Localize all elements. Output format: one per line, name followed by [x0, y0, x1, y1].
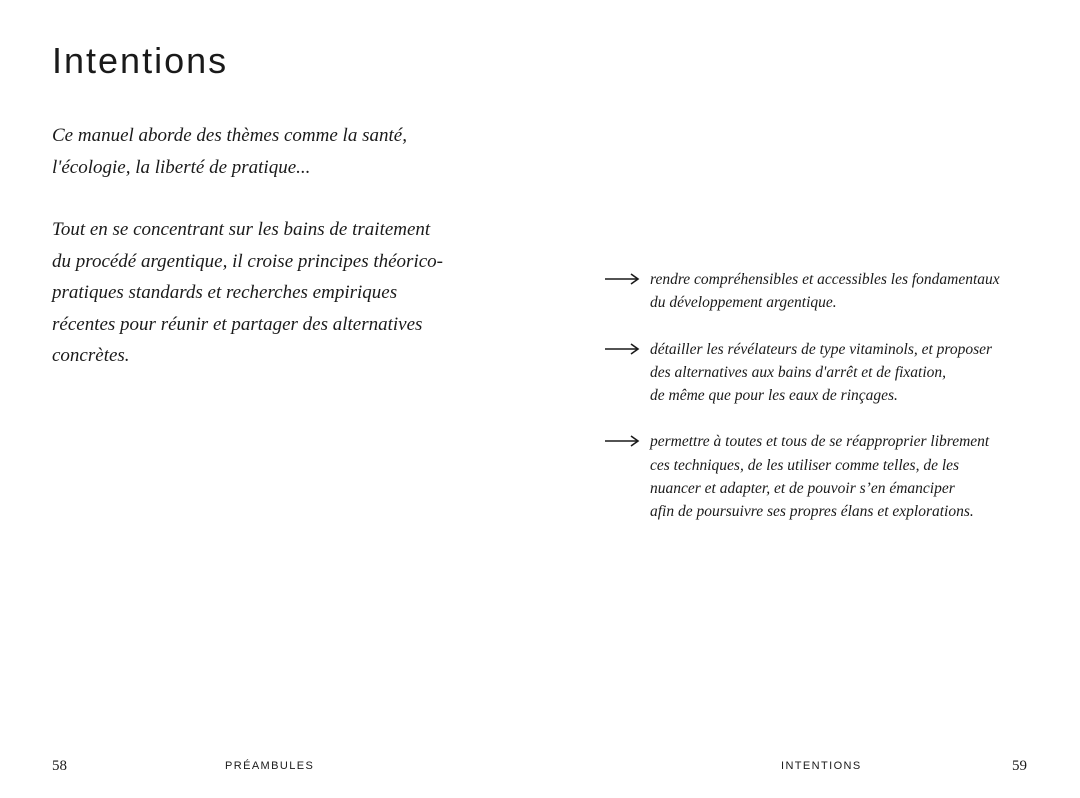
text-line: du procédé argentique, il croise principes théorico-	[52, 250, 443, 272]
list-item	[604, 338, 1034, 408]
long-right-arrow-icon	[604, 432, 640, 450]
page-number-left: 58	[52, 758, 67, 774]
list-item	[604, 268, 1034, 315]
running-head-right: INTENTIONS	[781, 760, 862, 772]
intro-paragraph-1	[52, 120, 472, 183]
text-line: pratiques standards et recherches empiriques	[52, 282, 398, 303]
long-right-arrow-icon	[604, 340, 640, 358]
text-line: nuancer et adapter, et de pouvoir s’en émanciper	[650, 480, 955, 498]
text-line: des alternatives aux bains d'arrêt et de fixation,	[650, 363, 947, 381]
text-line: détailler les révélateurs de type vitaminols, et proposer	[650, 340, 993, 358]
text-line: l'écologie, la liberté de pratique...	[52, 156, 311, 178]
text-line: Tout en se concentrant sur les bains de traitement	[52, 219, 431, 240]
text-line: Ce manuel aborde des thèmes comme la santé,	[52, 125, 407, 146]
intentions-list	[604, 268, 1034, 547]
text-line: récentes pour réunir et partager des alternatives	[52, 313, 423, 335]
page-title: Intentions	[52, 40, 229, 81]
list-item	[604, 430, 1034, 523]
intro-paragraph-2	[52, 214, 472, 372]
text-line: afin de poursuivre ses propres élans et explorations.	[650, 503, 974, 521]
text-line: du développement argentique.	[650, 294, 837, 312]
text-line: ces techniques, de les utiliser comme telles, de les	[650, 456, 960, 474]
running-head-left: PRÉAMBULES	[225, 760, 315, 772]
text-line: permettre à toutes et tous de se réapproprier librement	[650, 433, 990, 451]
right-page	[540, 0, 1080, 798]
page-number-right: 59	[1012, 758, 1027, 774]
long-right-arrow-icon	[604, 270, 640, 288]
text-line: concrètes.	[52, 345, 130, 366]
text-line: de même que pour les eaux de rinçages.	[650, 387, 898, 405]
text-line: rendre compréhensibles et accessibles les fondamentaux	[650, 271, 1000, 288]
intro-text	[52, 120, 472, 403]
